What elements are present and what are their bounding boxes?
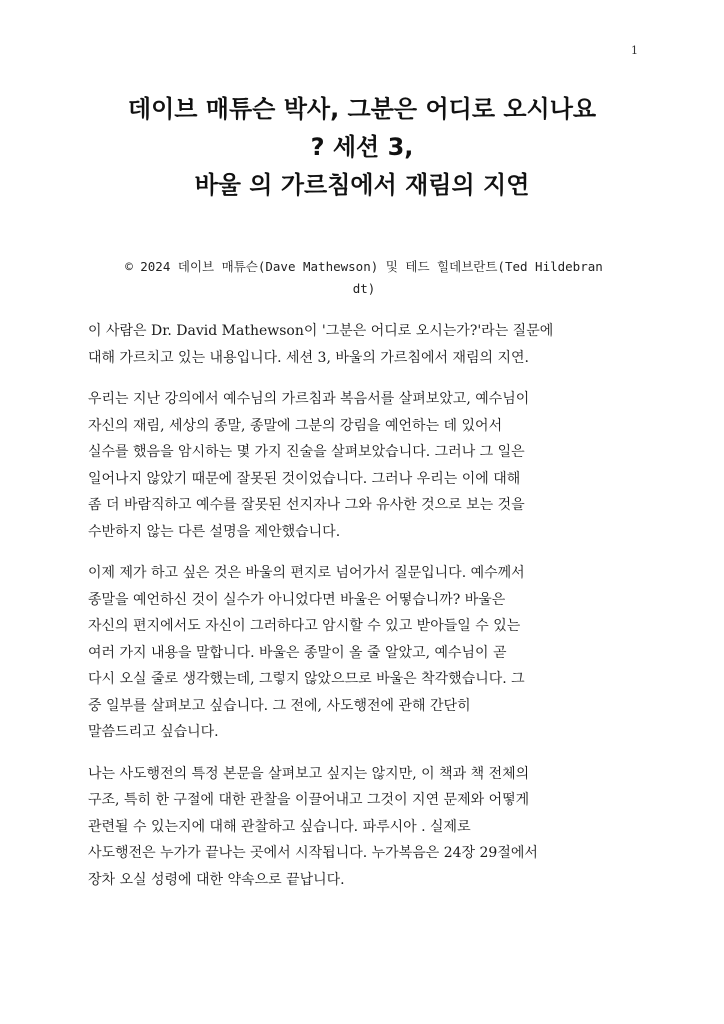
- text-line: 말씀드리고 싶습니다.: [88, 724, 219, 740]
- text-line: 여러 가지 내용을 말합니다. 바울은 종말이 올 줄 알았고, 예수님이 곧: [88, 644, 507, 661]
- title-line-3: 바울 의 가르침에서 재림의 지연: [194, 171, 530, 199]
- text-line: 좀 더 바람직하고 예수를 잘못된 선지자나 그와 유사한 것으로 보는 것을: [88, 497, 525, 513]
- title-line-1: 데이브 매튜슨 박사, 그분은 어디로 오시나요: [127, 95, 597, 123]
- paragraph-paul-letters: [88, 560, 644, 746]
- text-line: 중 일부를 살펴보고 싶습니다. 그 전에, 사도행전에 관해 간단히: [88, 697, 471, 714]
- text-line: 자신의 재림, 세상의 종말, 종말에 그분의 강림을 예언하는 데 있어서: [88, 417, 503, 434]
- document-title: [60, 92, 664, 206]
- text-line: 우리는 지난 강의에서 예수님의 가르침과 복음서를 살펴보았고, 예수님이: [88, 391, 530, 407]
- text-line: 장차 오실 성령에 대한 약속으로 끝납니다.: [88, 871, 345, 888]
- text-line: 이제 제가 하고 싶은 것은 바울의 편지로 넘어가서 질문입니다. 예수께서: [88, 565, 525, 581]
- text-line: 사도행전은 누가가 끝나는 곳에서 시작됩니다. 누가복음은 24장 29절에서: [88, 845, 538, 861]
- text-line: 구조, 특히 한 구절에 대한 관찰을 이끌어내고 그것이 지연 문제와 어떻게: [88, 792, 530, 808]
- text-line: 종말을 예언하신 것이 실수가 아니었다면 바울은 어떻습니까? 바울은: [88, 591, 506, 608]
- text-line: 일어나지 않았기 때문에 잘못된 것이었습니다. 그러나 우리는 이에 대해: [88, 470, 521, 487]
- title-line-2: ? 세션 3,: [310, 133, 414, 161]
- text-line: 수반하지 않는 다른 설명을 제안했습니다.: [88, 523, 341, 540]
- paragraph-acts: [88, 761, 644, 894]
- text-line: 자신의 편지에서도 자신이 그러하다고 암시할 수 있고 받아들일 수 있는: [88, 618, 521, 634]
- text-line: 나는 사도행전의 특정 본문을 살펴보고 싶지는 않지만, 이 책과 책 전체의: [88, 765, 530, 782]
- paragraph-previous-lecture: [88, 386, 644, 545]
- paragraph-intro: [88, 318, 644, 371]
- text-line: 대해 가르치고 있는 내용입니다. 세션 3, 바울의 가르침에서 재림의 지연.: [88, 349, 529, 366]
- document-body: [88, 318, 644, 908]
- text-line: 이 사람은 Dr. David Mathewson이 '그분은 어디로 오시는가?'라는 질문에: [88, 323, 554, 339]
- copyright-line-1: © 2024 데이브 매튜슨(Dave Mathewson) 및 테드 힐데브란트(Ted Hildebran: [125, 259, 603, 274]
- page-number: 1: [631, 44, 638, 57]
- copyright-notice: [86, 256, 642, 300]
- text-line: 실수를 했음을 암시하는 몇 가지 진술을 살펴보았습니다. 그러나 그 일은: [88, 444, 525, 460]
- text-line: 관련될 수 있는지에 대해 관찰하고 싶습니다. 파루시아 . 실제로: [88, 818, 471, 835]
- copyright-line-2: dt): [352, 281, 376, 296]
- text-line: 다시 오실 줄로 생각했는데, 그렇지 않았으므로 바울은 착각했습니다. 그: [88, 671, 525, 687]
